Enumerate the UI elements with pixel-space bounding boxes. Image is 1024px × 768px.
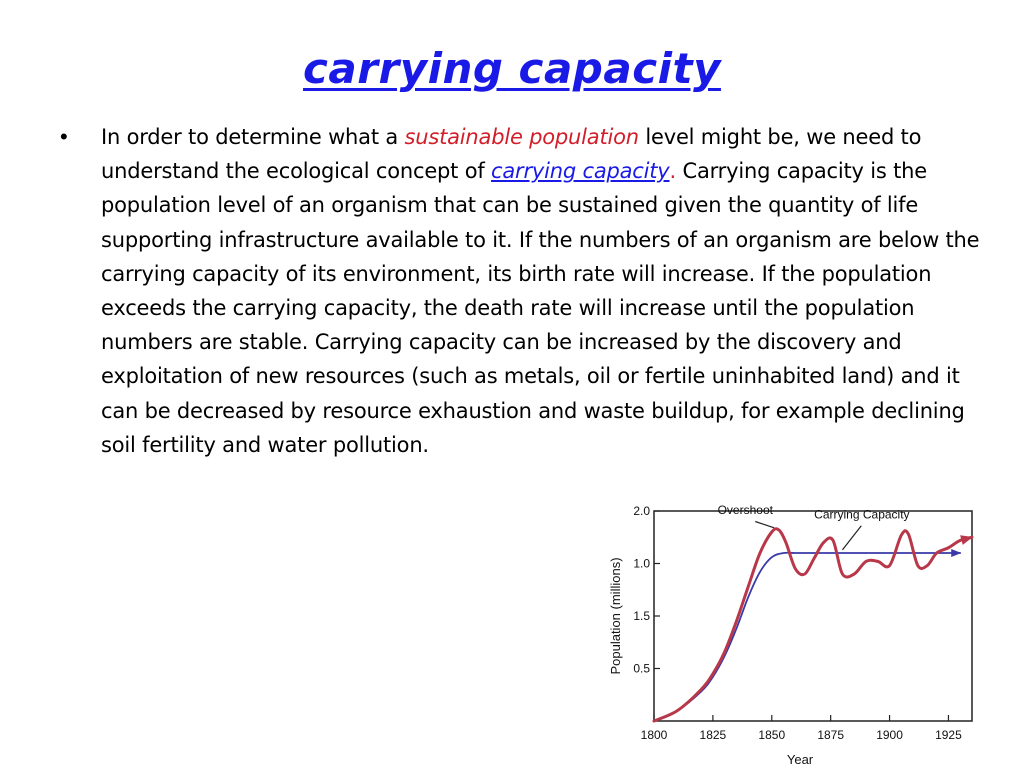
x-tick-label: 1825 bbox=[699, 728, 727, 742]
term-sustainable-population: sustainable population bbox=[404, 125, 639, 149]
y-tick-label: 1.5 bbox=[633, 609, 650, 623]
x-tick-label: 1850 bbox=[758, 728, 786, 742]
paragraph-text: Carrying capacity is the population level of an organism that can be sustained given the quantity of life supporting infrastructure available to it. If the numbers of an organism are below the carrying capacity of its environment, its birth rate will increase. If the population exceeds the carrying capacity, the death rate will increase until the population numbers are stable. Carrying capacity can be increased by the discovery and exploitation of new resources (such as metals, oil or fertile uninhabited land) and it can be decreased by resource exhaustion and waste buildup, for example declining soil fertility and water pollution. bbox=[101, 159, 980, 457]
y-tick-label: 2.0 bbox=[633, 505, 650, 518]
x-tick-label: 1800 bbox=[640, 728, 668, 742]
x-tick-label: 1925 bbox=[935, 728, 962, 742]
bullet-paragraph bbox=[101, 120, 980, 462]
y-tick-label: 0.5 bbox=[633, 661, 650, 676]
population-chart bbox=[600, 505, 1000, 768]
bullet-item bbox=[60, 120, 980, 483]
annotation-overshoot: Overshoot bbox=[717, 505, 773, 518]
carrying-capacity-link[interactable]: carrying capacity bbox=[491, 159, 670, 184]
slide-title: carrying capacity bbox=[303, 44, 721, 93]
x-tick-label: 1875 bbox=[817, 728, 845, 742]
annotation-carrying-capacity: Carrying Capacity bbox=[814, 507, 910, 522]
bullet-marker: • bbox=[60, 124, 68, 149]
x-axis-label: Year bbox=[786, 752, 814, 767]
population-chart-svg bbox=[600, 505, 1000, 768]
x-tick-label: 1900 bbox=[876, 728, 903, 742]
paragraph-text: In order to determine what a bbox=[101, 125, 405, 149]
y-axis-label: Population (millions) bbox=[608, 557, 623, 675]
paragraph-text: level might be, we need to understand the ecological concept of bbox=[101, 125, 922, 184]
y-tick-label: 1.0 bbox=[633, 556, 650, 571]
paragraph-period: . bbox=[669, 159, 677, 184]
